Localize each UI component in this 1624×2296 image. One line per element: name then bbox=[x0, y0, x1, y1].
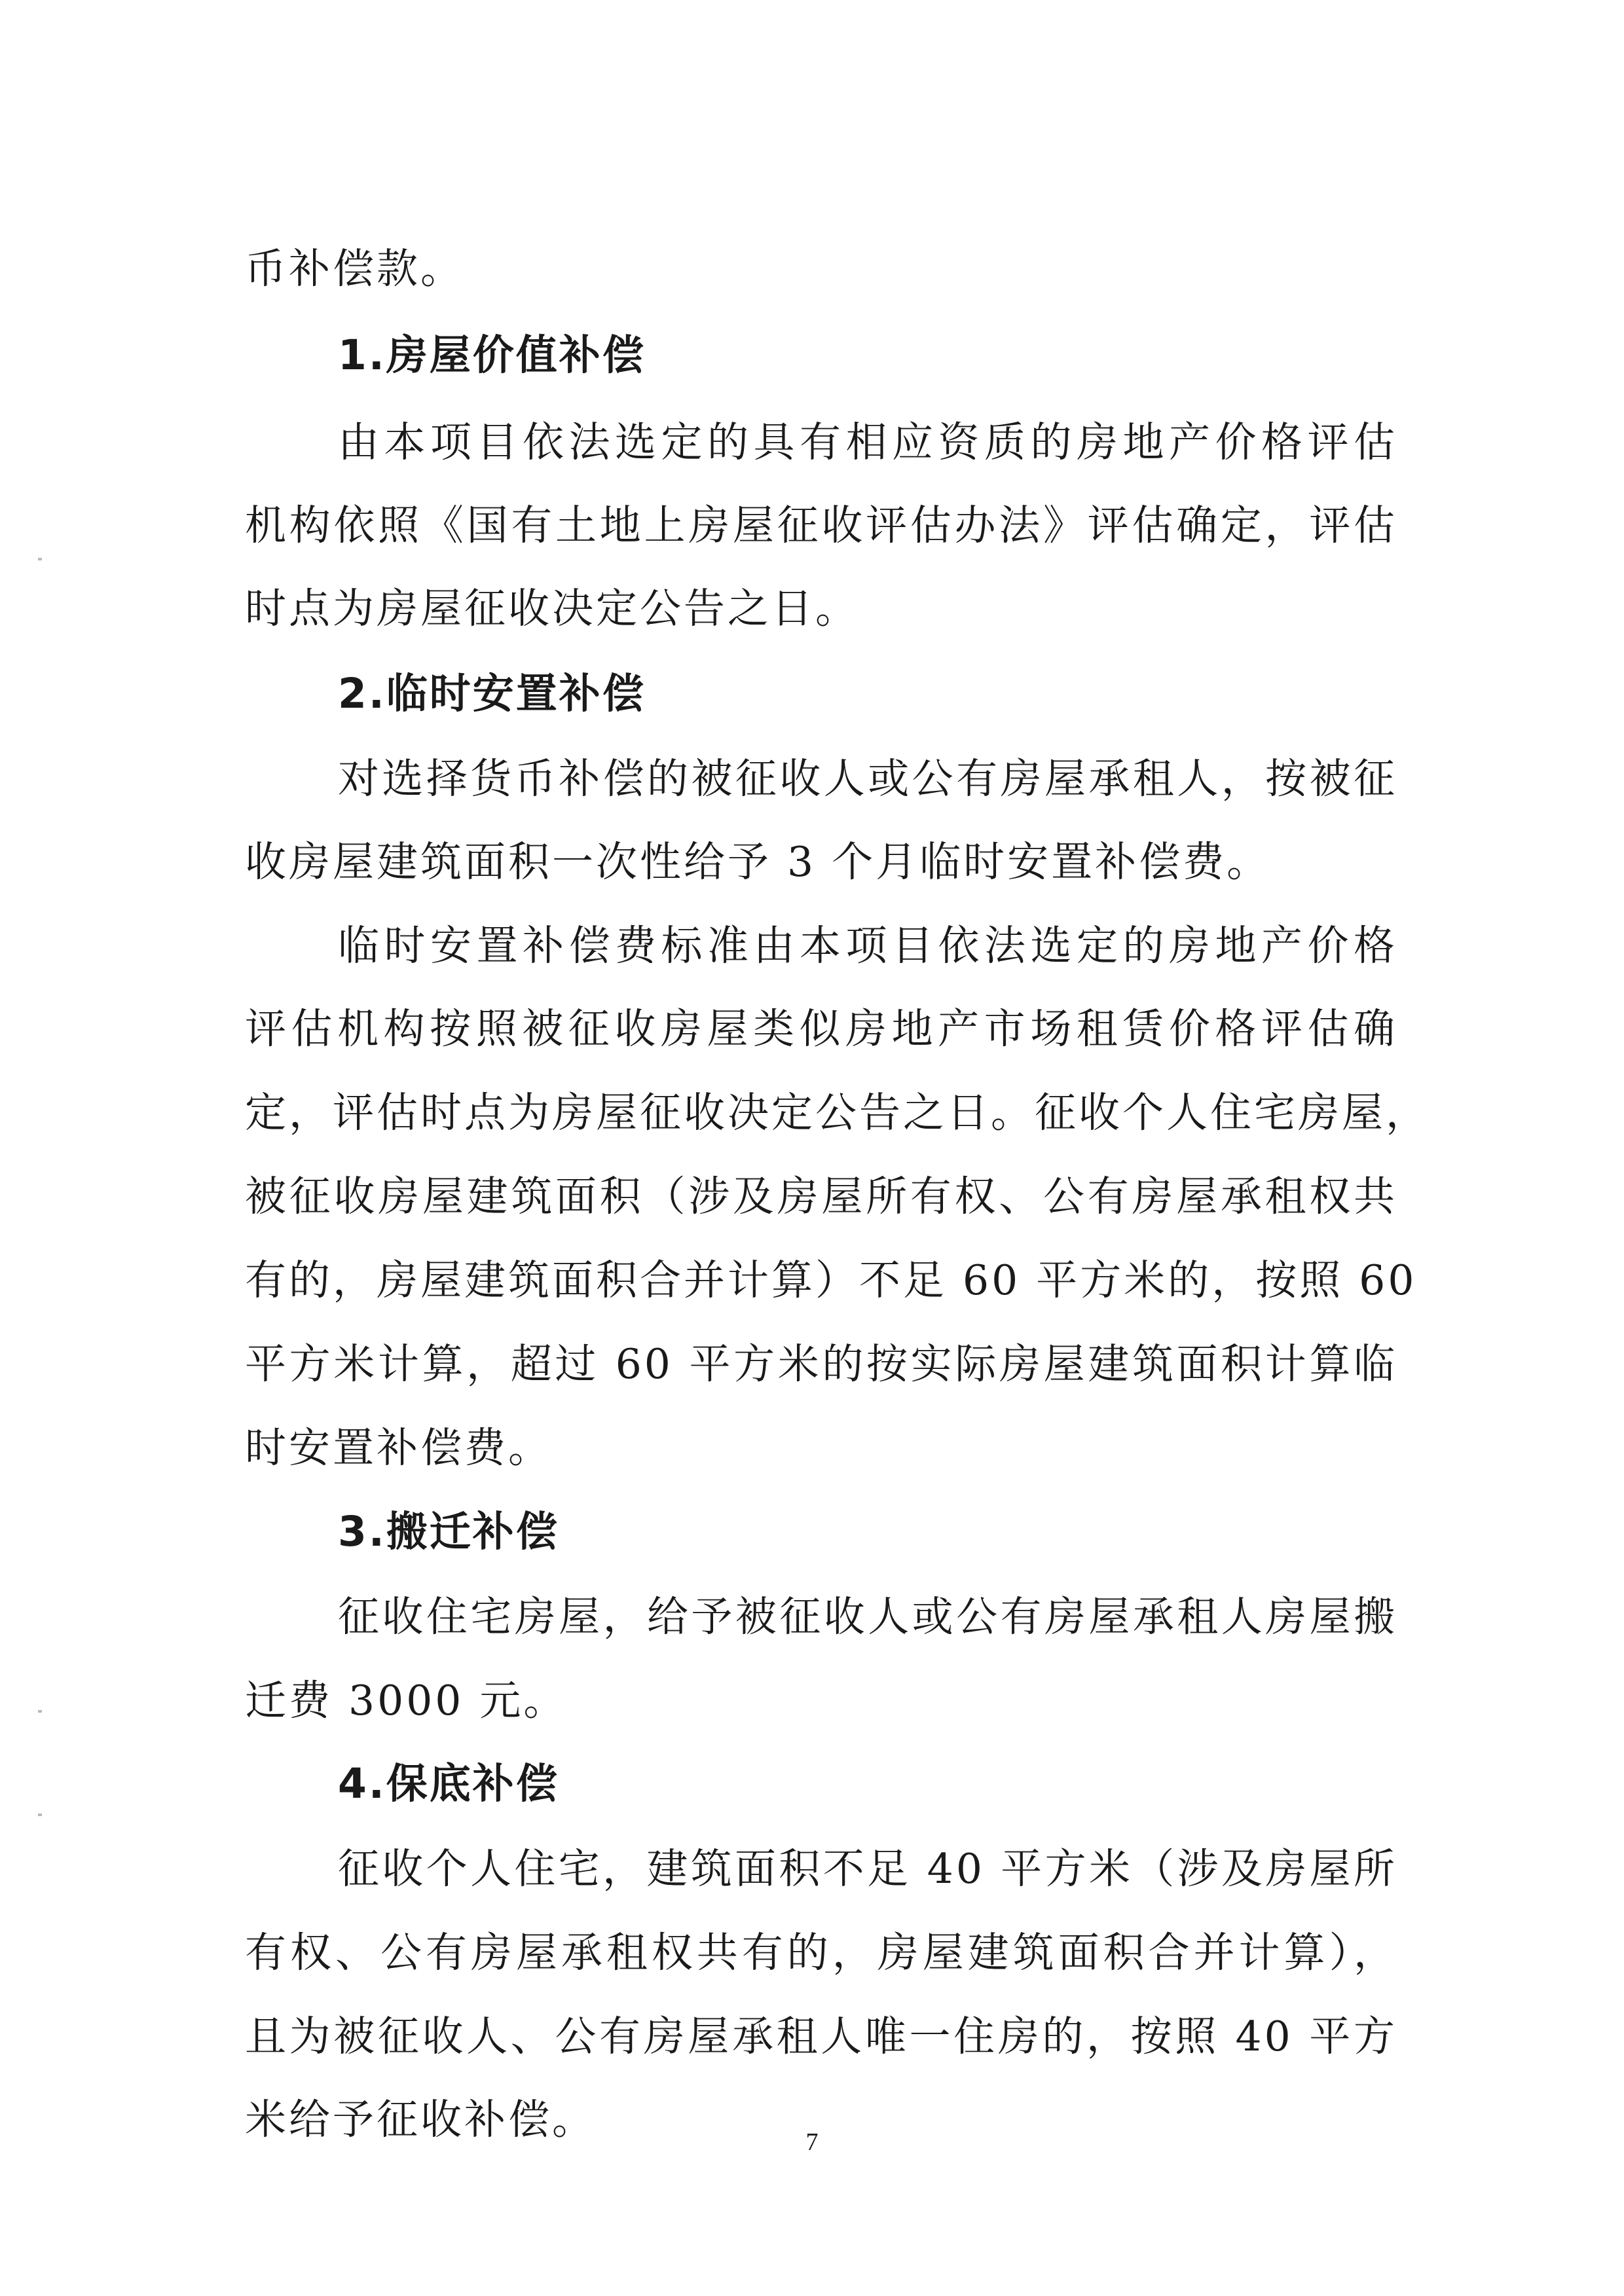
section-heading-temporary-resettlement: 2.临时安置补偿 bbox=[338, 670, 646, 718]
body-text-line: 评估机构按照被征收房屋类似房地产市场租赁价格评估确 bbox=[245, 1005, 1397, 1053]
section-heading-relocation: 3.搬迁补偿 bbox=[338, 1508, 559, 1556]
body-text-line: 由本项目依法选定的具有相应资质的房地产价格评估 bbox=[338, 418, 1397, 466]
section-heading-minimum-guarantee: 4.保底补偿 bbox=[338, 1760, 559, 1808]
scan-mark bbox=[38, 1813, 42, 1816]
body-text-line: 机构依照《国有土地上房屋征收评估办法》评估确定，评估 bbox=[245, 501, 1397, 549]
body-text-line: 被征收房屋建筑面积（涉及房屋所有权、公有房屋承租权共 bbox=[245, 1173, 1397, 1220]
body-text-line: 有的，房屋建筑面积合并计算）不足 60 平方米的，按照 60 bbox=[245, 1256, 1417, 1304]
body-text-line: 临时安置补偿费标准由本项目依法选定的房地产价格 bbox=[338, 922, 1397, 970]
body-text-line: 米给予征收补偿。 bbox=[245, 2096, 596, 2143]
body-text-line: 且为被征收人、公有房屋承租人唯一住房的，按照 40 平方 bbox=[245, 2013, 1397, 2060]
body-text-line: 迁费 3000 元。 bbox=[245, 1677, 568, 1724]
scan-mark bbox=[38, 1710, 42, 1713]
body-text-line: 对选择货币补偿的被征收人或公有房屋承租人，按被征 bbox=[338, 755, 1397, 803]
body-text-line: 征收住宅房屋，给予被征收人或公有房屋承租人房屋搬 bbox=[338, 1593, 1397, 1641]
body-text-line: 时点为房屋征收决定公告之日。 bbox=[245, 585, 859, 632]
scan-mark bbox=[38, 558, 42, 560]
body-text-line: 征收个人住宅，建筑面积不足 40 平方米（涉及房屋所 bbox=[338, 1845, 1397, 1893]
body-text-line: 平方米计算，超过 60 平方米的按实际房屋建筑面积计算临 bbox=[245, 1340, 1397, 1388]
body-text-line: 时安置补偿费。 bbox=[245, 1424, 552, 1472]
body-text-line: 定，评估时点为房屋征收决定公告之日。征收个人住宅房屋， bbox=[245, 1089, 1430, 1137]
body-text-line: 收房屋建筑面积一次性给予 3 个月临时安置补偿费。 bbox=[245, 838, 1271, 886]
section-heading-housing-value: 1.房屋价值补偿 bbox=[338, 331, 646, 379]
body-text-line: 有权、公有房屋承租权共有的，房屋建筑面积合并计算）， bbox=[245, 1929, 1397, 1977]
body-text-line: 币补偿款。 bbox=[245, 245, 464, 293]
page-number: 7 bbox=[805, 2128, 819, 2156]
